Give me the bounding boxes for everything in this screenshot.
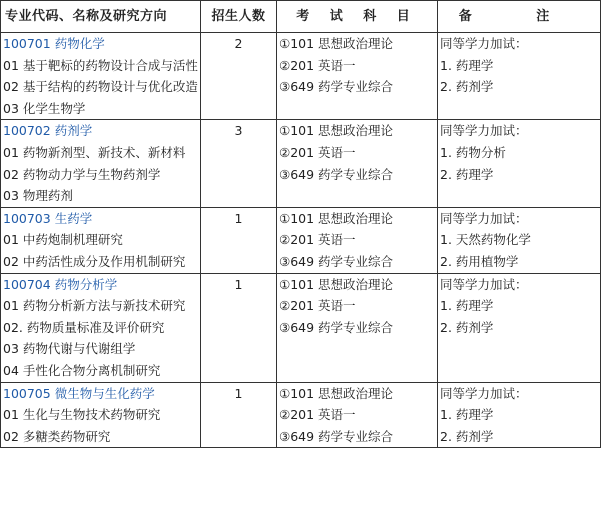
program-name: 药剂学 bbox=[54, 123, 93, 139]
program-name: 生药学 bbox=[54, 210, 93, 226]
direction-item: 02. 药物质量标准及评价研究 bbox=[3, 319, 165, 335]
program-code: 100702 bbox=[3, 123, 51, 139]
direction-item: 01 基于靶标的药物设计合成与活性 bbox=[3, 57, 198, 73]
direction-item: 03 化学生物学 bbox=[3, 100, 86, 116]
exam-cell bbox=[277, 120, 438, 207]
program-code: 100705 bbox=[3, 385, 51, 401]
program-name: 药物分析学 bbox=[54, 276, 118, 292]
exam-item: ③649 药学专业综合 bbox=[279, 79, 394, 95]
exam-cell bbox=[277, 33, 438, 120]
remarks-cell bbox=[438, 33, 601, 120]
table-row bbox=[1, 382, 601, 448]
remark-item: 2. 药剂学 bbox=[440, 319, 494, 335]
exam-item: ③649 药学专业综合 bbox=[279, 166, 394, 182]
header-enrollment: 招生人数 bbox=[201, 1, 277, 33]
header-remarks: 备 注 bbox=[438, 1, 601, 33]
remark-item: 2. 药剂学 bbox=[440, 428, 494, 444]
direction-item: 03 药物代谢与代谢组学 bbox=[3, 341, 136, 357]
direction-item: 04 手性化合物分离机制研究 bbox=[3, 362, 161, 378]
program-cell bbox=[1, 382, 201, 448]
exam-item: ①101 思想政治理论 bbox=[279, 276, 394, 292]
header-code-name-direction: 专业代码、名称及研究方向 bbox=[1, 1, 201, 33]
remark-item: 1. 药理学 bbox=[440, 298, 494, 314]
remark-item: 1. 药理学 bbox=[440, 407, 494, 423]
direction-item: 02 药物动力学与生物药剂学 bbox=[3, 166, 161, 182]
enrollment-count: 3 bbox=[201, 120, 277, 207]
enrollment-count: 2 bbox=[201, 33, 277, 120]
exam-cell bbox=[277, 382, 438, 448]
program-cell bbox=[1, 120, 201, 207]
program-code: 100704 bbox=[3, 276, 51, 292]
exam-item: ③649 药学专业综合 bbox=[279, 319, 394, 335]
program-cell bbox=[1, 33, 201, 120]
table-row bbox=[1, 120, 601, 207]
remark-item: 1. 药物分析 bbox=[440, 144, 506, 160]
remark-item: 同等学力加试： bbox=[440, 385, 528, 401]
remarks-cell bbox=[438, 382, 601, 448]
direction-item: 02 多糖类药物研究 bbox=[3, 428, 111, 444]
program-name: 微生物与生化药学 bbox=[54, 385, 155, 401]
table-header-row bbox=[1, 1, 601, 33]
remark-item: 同等学力加试： bbox=[440, 36, 528, 51]
direction-item: 02 中药活性成分及作用机制研究 bbox=[3, 253, 186, 269]
remark-item: 1. 天然药物化学 bbox=[440, 232, 531, 248]
exam-item: ②201 英语一 bbox=[279, 57, 356, 73]
table-row bbox=[1, 33, 601, 120]
exam-item: ②201 英语一 bbox=[279, 144, 356, 160]
remarks-cell bbox=[438, 273, 601, 382]
exam-cell bbox=[277, 273, 438, 382]
exam-item: ①101 思想政治理论 bbox=[279, 36, 394, 51]
table-row bbox=[1, 273, 601, 382]
remarks-cell bbox=[438, 120, 601, 207]
direction-item: 01 生化与生物技术药物研究 bbox=[3, 407, 161, 423]
table-row bbox=[1, 207, 601, 273]
enrollment-count: 1 bbox=[201, 382, 277, 448]
exam-item: ①101 思想政治理论 bbox=[279, 210, 394, 226]
program-title bbox=[3, 274, 198, 296]
exam-item: ③649 药学专业综合 bbox=[279, 253, 394, 269]
exam-item: ②201 英语一 bbox=[279, 232, 356, 248]
header-exam-subjects: 考 试 科 目 bbox=[277, 1, 438, 33]
enrollment-count: 1 bbox=[201, 207, 277, 273]
direction-item: 01 药物新剂型、新技术、新材料 bbox=[3, 144, 186, 160]
remarks-cell bbox=[438, 207, 601, 273]
remark-item: 同等学力加试： bbox=[440, 276, 528, 292]
exam-cell bbox=[277, 207, 438, 273]
program-cell bbox=[1, 207, 201, 273]
program-title bbox=[3, 120, 198, 142]
direction-item: 02 基于结构的药物设计与优化改造 bbox=[3, 79, 198, 95]
remark-item: 同等学力加试： bbox=[440, 123, 528, 139]
exam-item: ③649 药学专业综合 bbox=[279, 428, 394, 444]
exam-item: ②201 英语一 bbox=[279, 407, 356, 423]
exam-item: ①101 思想政治理论 bbox=[279, 385, 394, 401]
program-title bbox=[3, 208, 198, 230]
program-code: 100701 bbox=[3, 36, 51, 51]
remark-item: 2. 药用植物学 bbox=[440, 253, 519, 269]
program-name: 药物化学 bbox=[54, 36, 105, 51]
program-code: 100703 bbox=[3, 210, 51, 226]
program-title bbox=[3, 33, 198, 55]
direction-item: 01 中药炮制机理研究 bbox=[3, 232, 123, 248]
enrollment-count: 1 bbox=[201, 273, 277, 382]
direction-item: 03 物理药剂 bbox=[3, 188, 73, 204]
remark-item: 1. 药理学 bbox=[440, 57, 494, 73]
remark-item: 同等学力加试： bbox=[440, 210, 528, 226]
remark-item: 2. 药剂学 bbox=[440, 79, 494, 95]
exam-item: ①101 思想政治理论 bbox=[279, 123, 394, 139]
program-title bbox=[3, 383, 198, 405]
direction-item: 01 药物分析新方法与新技术研究 bbox=[3, 298, 186, 314]
exam-item: ②201 英语一 bbox=[279, 298, 356, 314]
remark-item: 2. 药理学 bbox=[440, 166, 494, 182]
program-cell bbox=[1, 273, 201, 382]
